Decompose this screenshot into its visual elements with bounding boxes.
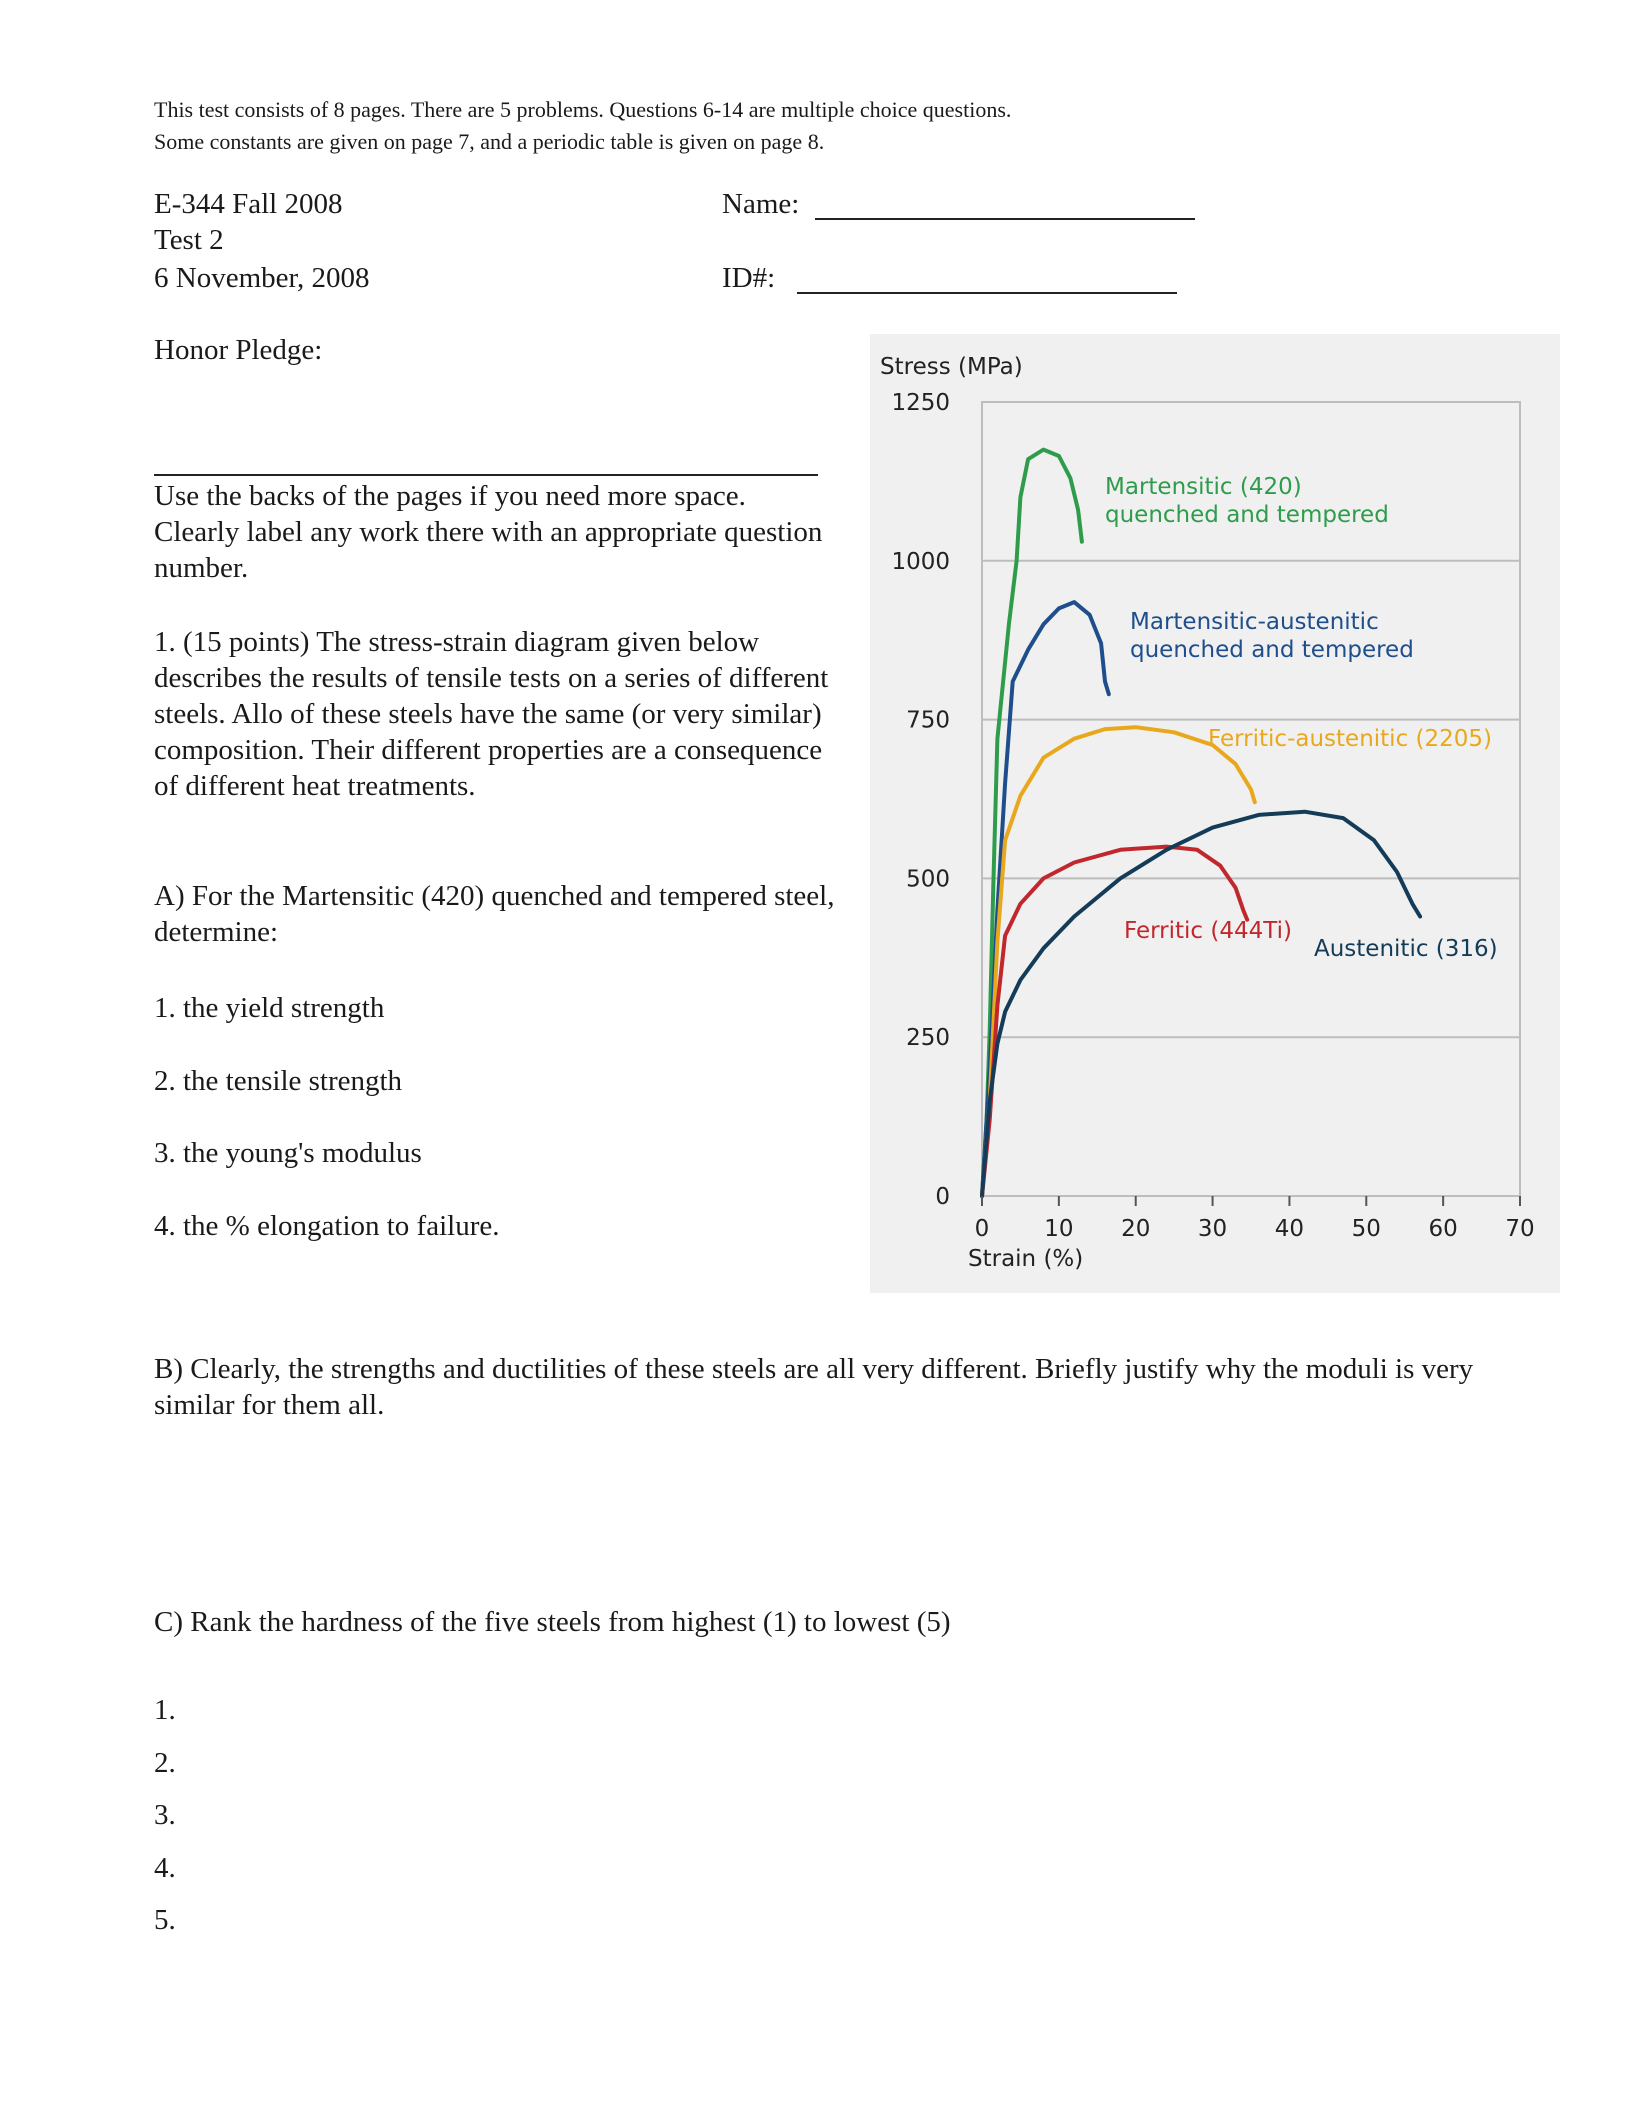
x-tick-label: 20	[1121, 1216, 1151, 1242]
rank-number: 4.	[154, 1852, 176, 1884]
series-label: Ferritic-austenitic (2205)	[1208, 726, 1493, 752]
part-c-prompt: C) Rank the hardness of the five steels from highest (1) to lowest (5)	[154, 1606, 951, 1638]
part-a-item: 1. the yield strength	[154, 992, 385, 1024]
part-a-item: 2. the tensile strength	[154, 1065, 403, 1097]
y-tick-label: 500	[906, 866, 950, 893]
y-tick-label: 1000	[891, 548, 950, 575]
intro-line-1: This test consists of 8 pages. There are 5 problems. Questions 6-14 are multiple choice questions.	[154, 97, 1012, 122]
x-tick-label: 40	[1274, 1216, 1305, 1242]
rank-number: 3.	[154, 1799, 176, 1831]
part-b-prompt: B) Clearly, the strengths and ductilities of these steels are all very different. Briefly justify why the moduli is very similar for them all.	[154, 1353, 1474, 1421]
stress-strain-chart	[870, 334, 1560, 1293]
y-tick-label: 0	[935, 1184, 950, 1210]
id-field[interactable]	[797, 292, 1177, 294]
problem-1-intro: 1. (15 points) The stress-strain diagram given below describes the results of tensile tests on a series of different steels. Allo of these steels have the same (or very similar) composition. Their different properties are a consequence of different heat treatments.	[154, 626, 829, 802]
x-tick-label: 70	[1505, 1216, 1535, 1242]
series-label: Martensitic-austenitic	[1130, 609, 1379, 635]
x-axis-label: Strain (%)	[968, 1246, 1084, 1272]
series-label: quenched and tempered	[1105, 502, 1389, 528]
x-tick-label: 60	[1428, 1216, 1458, 1242]
y-tick-label: 250	[906, 1025, 950, 1052]
series-label: Ferritic (444Ti)	[1124, 918, 1292, 944]
course-label: E-344 Fall 2008	[154, 188, 343, 220]
series-label: Austenitic (316)	[1314, 936, 1498, 962]
honor-pledge-label: Honor Pledge:	[154, 334, 323, 366]
part-a-prompt: A) For the Martensitic (420) quenched and tempered steel, determine:	[154, 880, 835, 948]
x-tick-label: 0	[974, 1216, 990, 1242]
x-tick-label: 10	[1044, 1216, 1074, 1242]
honor-pledge-field[interactable]	[154, 474, 818, 476]
part-a-item: 4. the % elongation to failure.	[154, 1210, 500, 1242]
y-tick-label: 750	[906, 707, 950, 734]
instructions: Use the backs of the pages if you need more space. Clearly label any work there with an appropriate question number.	[154, 480, 823, 584]
id-label: ID#:	[722, 262, 776, 294]
series-label: Martensitic (420)	[1105, 474, 1302, 500]
test-label: Test 2	[154, 224, 224, 256]
y-axis-label: Stress (MPa)	[880, 354, 1023, 380]
part-a-item: 3. the young's modulus	[154, 1137, 422, 1169]
intro-line-2: Some constants are given on page 7, and a periodic table is given on page 8.	[154, 129, 825, 154]
series-label: quenched and tempered	[1130, 637, 1414, 663]
rank-number: 2.	[154, 1747, 176, 1779]
x-tick-label: 50	[1351, 1216, 1381, 1242]
name-field[interactable]	[815, 218, 1195, 220]
date-label: 6 November, 2008	[154, 262, 370, 294]
name-label: Name:	[722, 188, 800, 220]
y-tick-label: 1250	[891, 390, 950, 416]
x-tick-label: 30	[1197, 1216, 1228, 1242]
rank-number: 1.	[154, 1694, 176, 1726]
rank-number: 5.	[154, 1904, 176, 1936]
